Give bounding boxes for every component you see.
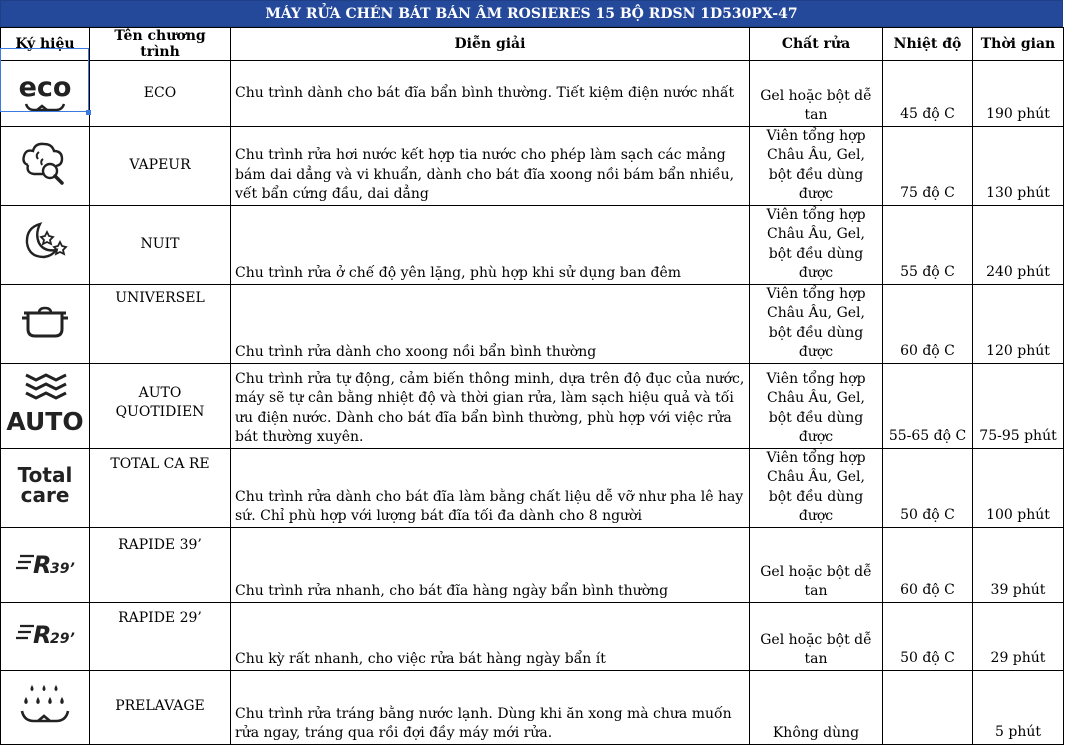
program-desc[interactable]: Chu trình rửa tự động, cảm biến thông minh, dựa trên độ đục của nước, máy sẽ tự cân bằng nhiệt độ và thời gian rửa, làm sạch hiệu quả và tối ưu điện nước. Dành cho bát đĩa bẩn bình thường, phù hợp với việc rửa bát thường xuyên. — [231, 363, 750, 448]
program-desc[interactable]: Chu trình rửa dành cho xoong nồi bẩn bình thường — [231, 284, 750, 363]
table-row — [1, 448, 1064, 527]
program-name[interactable]: PRELAVAGE — [90, 670, 231, 744]
table-row — [1, 61, 1064, 127]
auto-icon — [4, 367, 86, 437]
r-letter: R — [33, 620, 52, 649]
program-time[interactable]: 75-95 phút — [973, 363, 1064, 448]
rapid-29-icon — [4, 604, 86, 662]
header-name: Tên chương trình — [90, 28, 231, 61]
program-name[interactable]: RAPIDE 29’ — [90, 602, 231, 670]
table-row — [1, 602, 1064, 670]
care-icon-text: care — [20, 483, 70, 508]
program-chem[interactable]: Gel hoặc bột dễ tan — [750, 602, 883, 670]
program-desc[interactable]: Chu trình rửa nhanh, cho bát đĩa hàng ngày bẩn bình thường — [231, 527, 750, 602]
program-chem[interactable]: Gel hoặc bột dễ tan — [750, 61, 883, 127]
program-temp[interactable]: 50 độ C — [883, 602, 973, 670]
program-name[interactable]: UNIVERSEL — [90, 284, 231, 363]
icon-cell[interactable] — [1, 448, 90, 527]
program-desc[interactable]: Chu trình rửa tráng bằng nước lạnh. Dùng khi ăn xong mà chưa muốn rửa ngay, tráng qua rồi đợi đầy máy mới rửa. — [231, 670, 750, 744]
program-chem[interactable]: Viên tổng hợp Châu Âu, Gel, bột đều dùng được — [750, 448, 883, 527]
program-chem[interactable]: Không dùng — [750, 670, 883, 744]
total-care-icon — [4, 455, 86, 513]
table-row — [1, 670, 1064, 744]
header-chem: Chất rửa — [750, 28, 883, 61]
pot-icon — [4, 291, 86, 349]
program-desc[interactable]: Chu trình dành cho bát đĩa bẩn bình thường. Tiết kiệm điện nước nhất — [231, 61, 750, 127]
program-temp[interactable]: 45 độ C — [883, 61, 973, 127]
eco-icon-text: eco — [18, 72, 72, 103]
table-row — [1, 284, 1064, 363]
rapid-39-icon — [4, 532, 86, 590]
program-time[interactable]: 130 phút — [973, 126, 1064, 205]
steam-icon — [4, 133, 86, 191]
icon-cell[interactable] — [1, 602, 90, 670]
program-time[interactable]: 120 phút — [973, 284, 1064, 363]
icon-cell[interactable] — [1, 363, 90, 448]
total-icon-text: Total — [17, 463, 73, 488]
program-temp[interactable]: 55 độ C — [883, 205, 973, 284]
program-time[interactable]: 240 phút — [973, 205, 1064, 284]
program-name[interactable]: ECO — [90, 61, 231, 127]
program-chem[interactable]: Viên tổng hợp Châu Âu, Gel, bột đều dùng được — [750, 284, 883, 363]
auto-icon-text: AUTO — [6, 407, 84, 437]
header-row — [1, 28, 1064, 61]
r29-text: 29’ — [50, 630, 75, 647]
program-desc[interactable]: Chu kỳ rất nhanh, cho việc rửa bát hàng ngày bẩn ít — [231, 602, 750, 670]
program-time[interactable]: 39 phút — [973, 527, 1064, 602]
program-temp[interactable]: 75 độ C — [883, 126, 973, 205]
program-name[interactable]: AUTO QUOTIDIEN — [90, 363, 231, 448]
program-desc[interactable] — [231, 448, 750, 527]
fill-handle[interactable] — [86, 110, 91, 115]
program-name[interactable]: TOTAL CA RE — [90, 448, 231, 527]
program-chem[interactable]: Viên tổng hợp Châu Âu, Gel, bột đều dùng được — [750, 363, 883, 448]
program-temp[interactable]: 60 độ C — [883, 284, 973, 363]
program-time[interactable]: 190 phút — [973, 61, 1064, 127]
program-time[interactable]: 29 phút — [973, 602, 1064, 670]
desc-line: Chu trình rửa dành cho bát đĩa làm bằng chất liệu dễ vỡ như pha lê hay sứ. Chỉ phù hợp với lượng bát đĩa tối đa dành cho 8 người — [235, 488, 744, 524]
program-temp[interactable] — [883, 670, 973, 744]
program-name[interactable]: VAPEUR — [90, 126, 231, 205]
r39-text: 39’ — [50, 561, 75, 578]
header-icon: Ký hiệu — [1, 28, 90, 61]
program-temp[interactable]: 50 độ C — [883, 448, 973, 527]
program-chem[interactable]: Viên tổng hợp Châu Âu, Gel, bột đều dùng được — [750, 126, 883, 205]
program-name[interactable]: RAPIDE 39’ — [90, 527, 231, 602]
header-temp: Nhiệt độ — [883, 28, 973, 61]
program-temp[interactable]: 60 độ C — [883, 527, 973, 602]
r-letter: R — [33, 551, 52, 580]
table-row — [1, 126, 1064, 205]
prewash-icon — [4, 675, 86, 733]
icon-cell[interactable] — [1, 205, 90, 284]
header-time: Thời gian — [973, 28, 1064, 61]
icon-cell[interactable] — [1, 527, 90, 602]
night-icon — [4, 212, 86, 270]
icon-cell[interactable] — [1, 61, 90, 127]
program-name[interactable]: NUIT — [90, 205, 231, 284]
program-temp[interactable]: 55-65 độ C — [883, 363, 973, 448]
header-desc: Diễn giải — [231, 28, 750, 61]
icon-cell[interactable] — [1, 284, 90, 363]
program-table — [0, 27, 1064, 745]
table-row — [1, 205, 1064, 284]
icon-cell[interactable] — [1, 126, 90, 205]
program-time[interactable]: 100 phút — [973, 448, 1064, 527]
program-desc[interactable]: Chu trình rửa hơi nước kết hợp tia nước cho phép làm sạch các mảng bám dai dẳng và vi khuẩn, dành cho bát đĩa xoong nồi bám bẩn nhiều, vết bẩn cứng đầu, dai dẳng — [231, 126, 750, 205]
sheet-title: MÁY RỬA CHÉN BÁT BÁN ÂM ROSIERES 15 BỘ RDSN 1D530PX-47 — [0, 0, 1063, 27]
eco-icon — [4, 61, 86, 119]
table-row — [1, 527, 1064, 602]
program-desc[interactable]: Chu trình rửa ở chế độ yên lặng, phù hợp khi sử dụng ban đêm — [231, 205, 750, 284]
program-chem[interactable]: Gel hoặc bột dễ tan — [750, 527, 883, 602]
table-row — [1, 363, 1064, 448]
program-chem[interactable]: Viên tổng hợp Châu Âu, Gel, bột đều dùng được — [750, 205, 883, 284]
icon-cell[interactable] — [1, 670, 90, 744]
program-time[interactable]: 5 phút — [973, 670, 1064, 744]
